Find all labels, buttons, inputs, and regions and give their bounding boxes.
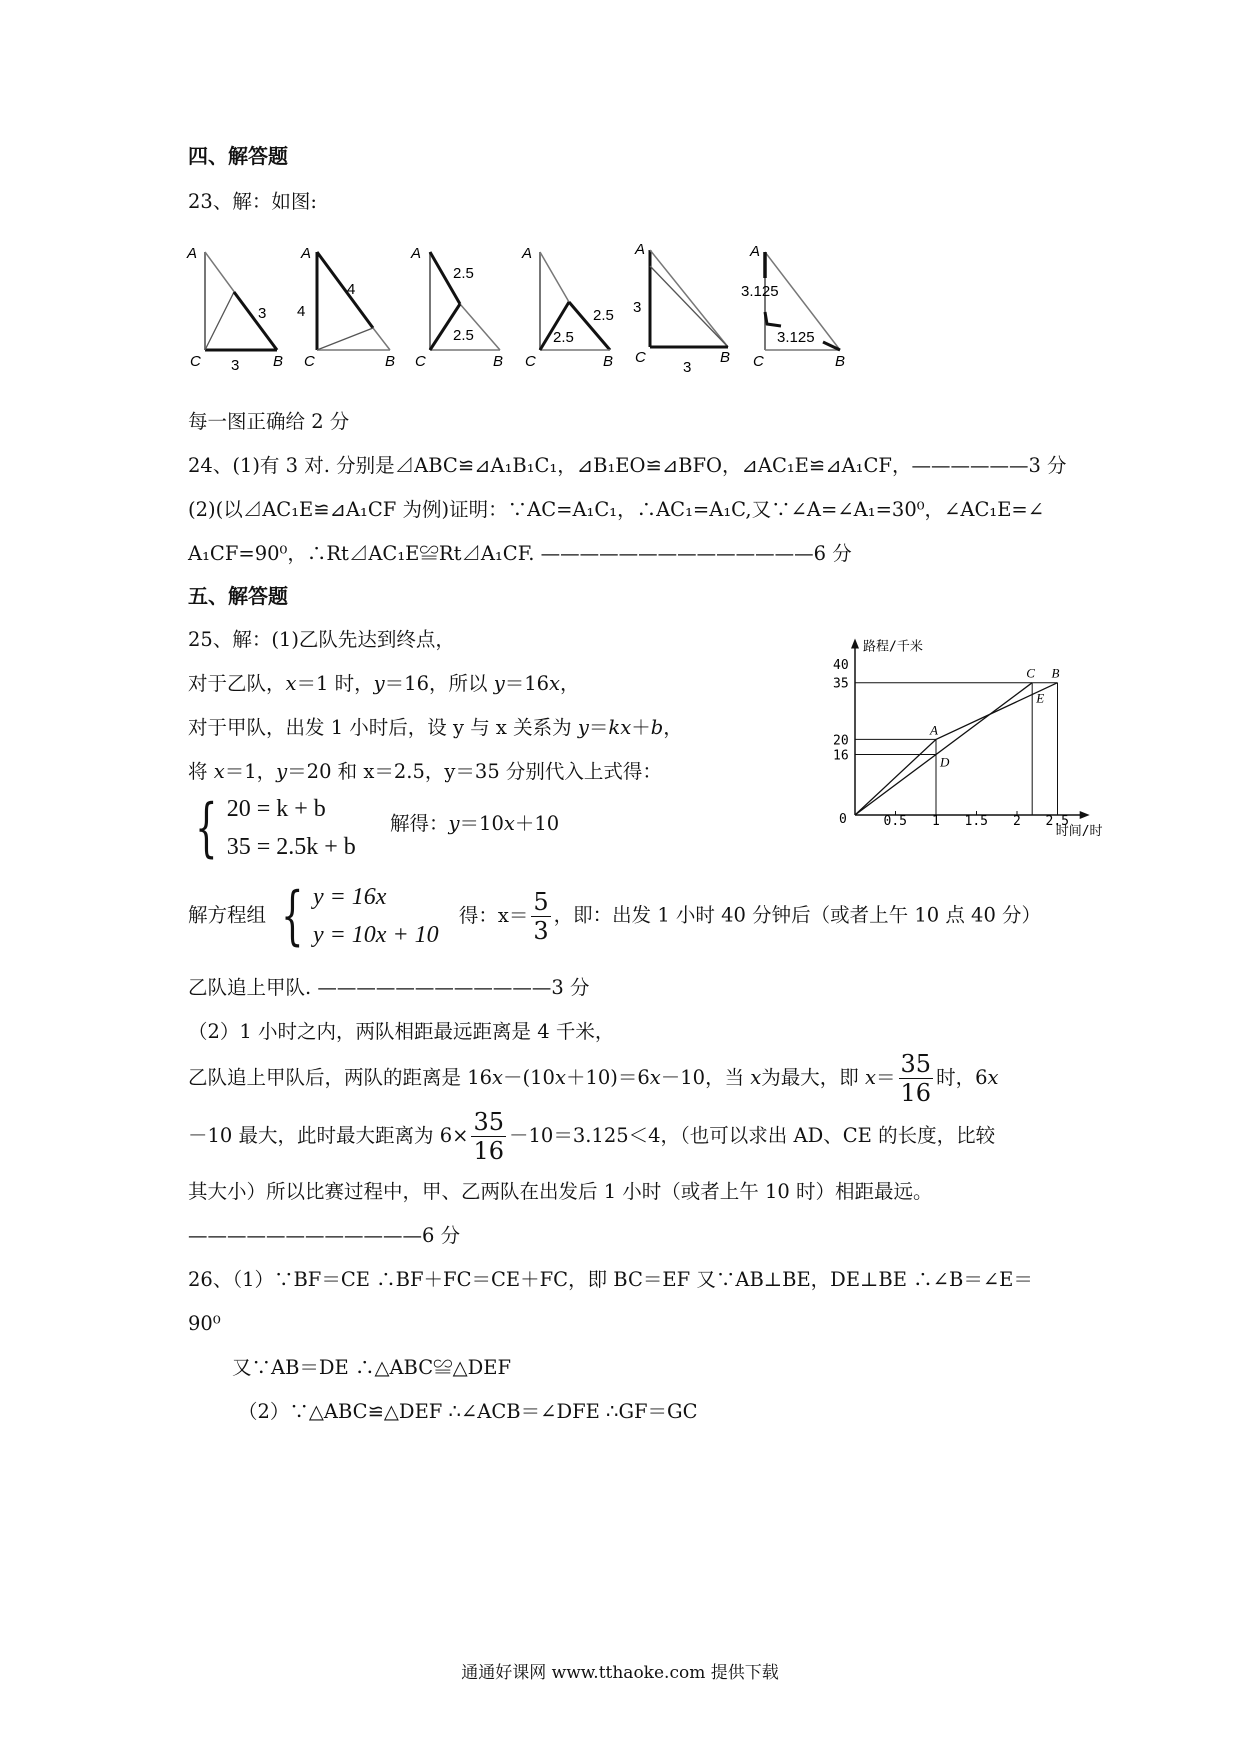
fig1-label-C: C [190,353,201,370]
section-heading-5: 五、解答题 [188,584,288,608]
fig6-label-C: C [753,353,764,370]
fig1-length-1: 3 [258,305,267,322]
x-tick-label: 2.5 [1045,814,1069,829]
fig3-label-C: C [415,353,426,370]
x-tick-label: 2 [1013,814,1021,829]
fig4-label-C: C [525,353,536,370]
q25-part2-line-1: （2）1 小时之内，两队相距最远距离是 4 千米， [188,1020,615,1043]
point-label-D: D [940,754,950,770]
x-tick-label: 1.5 [964,814,988,829]
y-tick-label: 20 [833,733,849,749]
footer-credit: 通通好课网 www.tthaoke.com 提供下载 [461,1663,779,1683]
triangle-figure-3 [410,245,503,370]
fig4-length-2: 2.5 [593,307,614,324]
series-line-1 [855,683,1058,815]
fig6-label-B: B [835,353,846,370]
x-tick-label: 1 [932,814,940,829]
system1-equation-1: 20 = k + b [226,796,326,822]
x-tick-label: 0.5 [883,814,907,829]
triangle-figure-6 [741,243,845,370]
fig6-label-A: A [750,243,761,260]
system1-equation-2: 35 = 2.5k + b [226,834,356,860]
fig4-label-A: A [522,245,533,262]
y-tick-label: 16 [833,748,849,764]
y-axis-arrow [851,638,859,648]
q25-line-3: 对于甲队，出发 1 小时后，设 y 与 x 关系为 y＝kx＋b， [188,716,683,739]
x-axis-label: 时间/时 [1055,824,1103,839]
origin-label: 0 [839,812,847,827]
q23-scoring: 每一图正确给 2 分 [188,410,350,433]
q23-triangle-figures [185,232,885,382]
fig4-length-1: 2.5 [553,329,574,346]
fig2-label-B: B [385,353,396,370]
series-line-2 [855,683,1032,815]
q25-part2-line-5: ————————————6 分 [188,1224,461,1247]
q26-line-4: （2）∵△ABC≌△DEF ∴∠ACB＝∠DFE ∴GF＝GC [238,1400,698,1423]
system1-solution: 解得：y＝10x＋10 [390,811,560,835]
fig5-label-A: A [635,241,646,258]
q25-equation-system-2: 解方程组 { y = 16x y = 10x + 10 得：x＝ $\frac{5}{3}$ ，即：出发 1 小时 40 分钟后（或者上午 10 点 40 分） [188,879,1042,953]
q24-line-2: (2)(以⊿AC₁E≌⊿A₁CF 为例)证明：∵AC=A₁C₁，∴AC₁=A₁C,又∵∠A=∠A₁=30⁰，∠AC₁E=∠ [188,498,1045,521]
q25-equation-system-1: { 20 = k + b 35 = 2.5k + b 解得：y＝10x＋10 [195,791,560,865]
q25-part2-line-3: －10 最大，此时最大距离为 6× $\frac{35}{16}$ －10＝3.125＜4，（也可以求出 AD、CE 的长度，比较 [188,1108,996,1165]
fig2-label-A: A [301,245,312,262]
y-axis-label: 路程/千米 [863,639,923,655]
q25-line-2: 对于乙队，x＝1 时，y＝16，所以 y＝16x， [188,672,580,695]
fig3-label-A: A [411,245,422,262]
point-label-B: B [1051,665,1060,681]
fig1-length-2: 3 [231,357,240,374]
q24-line-3: A₁CF=90⁰，∴Rt⊿AC₁E≌Rt⊿A₁CF. ——————————————6 分 [188,542,852,565]
section-heading-4: 四、解答题 [188,144,288,168]
triangle-figure-5 [633,241,730,376]
fig6-length-2: 3.125 [777,329,815,346]
distance-time-chart [820,639,1120,940]
fig5-length-2: 3 [683,359,692,376]
fig1-label-A: A [187,245,198,262]
q25-part2-line-2: 乙队追上甲队后，两队的距离是 16x－(10x＋10)＝6x－10，当 x为最大，即 x＝ $\frac{35}{16}$ 时，6x [188,1050,999,1107]
q25-line-1: 25、解：(1)乙队先达到终点， [188,628,455,651]
fig2-length-2: 4 [347,281,356,298]
fig2-length-1: 4 [297,303,306,320]
q26-line-1: 26、（1）∵BF＝CE ∴BF＋FC＝CE＋FC，即 BC＝EF 又∵AB⊥BE，DE⊥BE ∴∠B＝∠E＝ [188,1268,1033,1291]
triangle-figure-2 [297,245,395,370]
q26-line-3: 又∵AB＝DE ∴△ABC≌△DEF [232,1356,512,1379]
x-axis-arrow [1080,811,1090,819]
y-tick-label: 35 [833,676,849,692]
y-tick-label: 40 [833,657,849,673]
q25-line-4: 将 x＝1，y＝20 和 x＝2.5，y＝35 分别代入上式得： [188,760,662,783]
point-label-E: E [1036,690,1045,706]
q24-line-1: 24、(1)有 3 对. 分别是⊿ABC≌⊿A₁B₁C₁，⊿B₁EO≌⊿BFO，⊿AC₁E≌⊿A₁CF，——————3 分 [188,454,1067,477]
q25-line-5: 乙队追上甲队. ————————————3 分 [188,976,590,999]
q25-part2-line-4: 其大小）所以比赛过程中，甲、乙两队在出发后 1 小时（或者上午 10 时）相距最远。 [188,1180,933,1203]
fig5-length-1: 3 [633,299,642,316]
system2-equation-2: y = 10x + 10 [312,922,439,948]
fig5-label-C: C [635,349,646,366]
point-label-A: A [930,722,938,738]
fig1-label-B: B [273,353,284,370]
fig5-label-B: B [720,349,731,366]
fig4-label-B: B [603,353,614,370]
fig3-length-2: 2.5 [453,327,474,344]
triangle-figure-1 [186,245,283,374]
fig6-length-1: 3.125 [741,283,779,300]
system2-equation-1: y = 16x [312,884,387,910]
point-label-C: C [1026,665,1035,681]
triangle-figure-4 [521,245,614,370]
q26-line-2: 90⁰ [188,1312,221,1335]
fig3-label-B: B [493,353,504,370]
q23-intro: 23、解：如图: [188,190,317,213]
fig3-length-1: 2.5 [453,265,474,282]
fig2-label-C: C [304,353,315,370]
